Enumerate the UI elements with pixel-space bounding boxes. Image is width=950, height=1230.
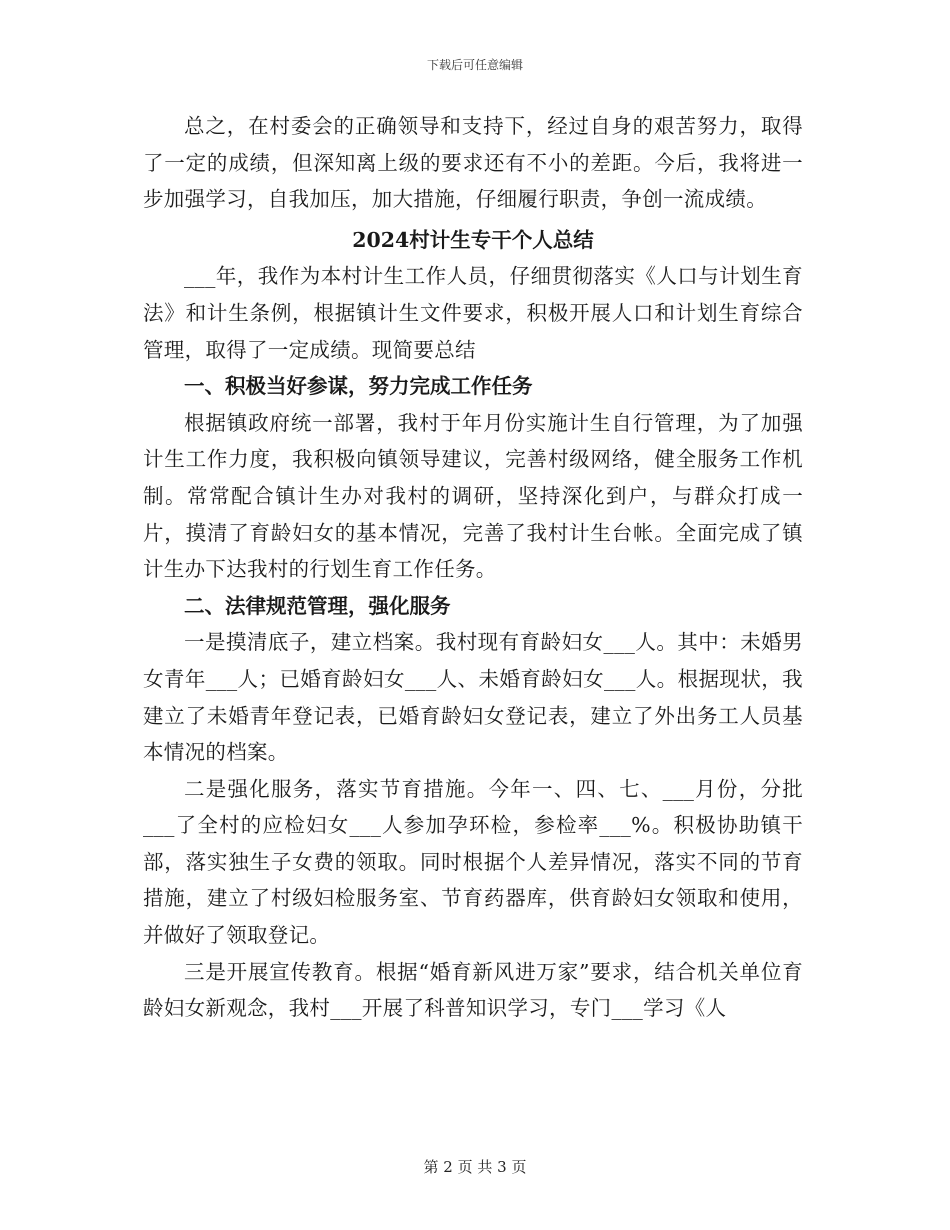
opening-paragraph: ___年，我作为本村计生工作人员，仔细贯彻落实《人口与计划生育法》和计生条例，根据镇计生文件要求，积极开展人口和计划生育综合管理，取得了一定成绩。现简要总结 [143, 264, 803, 362]
page-header: 下载后可任意编辑 [426, 58, 523, 72]
section-2-paragraph-2: 二是强化服务，落实节育措施。今年一、四、七、___月份，分批___了全村的应检妇女___人参加孕环检，参检率___%。积极协助镇干部，落实独生子女费的领取。同时根据个人差异情况，落实不同的节育措施，建立了村级妇检服务室、节育药器库，供育龄妇女领取和使用，并做好了领取登记。 [143, 776, 803, 948]
page-footer: 第 2 页 共 3 页 [423, 1158, 527, 1176]
section-2-paragraph-1: 一是摸清底子，建立档案。我村现有育龄妇女___人。其中：未婚男女青年___人；已婚育龄妇女___人、未婚育龄妇女___人。根据现状，我建立了未婚青年登记表，已婚育龄妇女登记表，建立了外出务工人员基本情况的档案。 [143, 630, 803, 765]
document-title: 2024村计生专干个人总结 [352, 227, 594, 252]
section-2-paragraph-3: 三是开展宣传教育。根据“婚育新风进万家”要求，结合机关单位育龄妇女新观念，我村___开展了科普知识学习，专门___学习《人 [143, 959, 803, 1021]
section-2-heading: 二、法律规范管理，强化服务 [184, 593, 451, 618]
document-body [143, 108, 803, 1027]
intro-paragraph: 总之，在村委会的正确领导和支持下，经过自身的艰苦努力，取得了一定的成绩，但深知离上级的要求还有不小的差距。今后，我将进一步加强学习，自我加压，加大措施，仔细履行职责，争创一流成绩。 [143, 114, 803, 212]
section-1-heading: 一、积极当好参谋，努力完成工作任务 [184, 374, 533, 399]
section-1-paragraph: 根据镇政府统一部署，我村于年月份实施计生自行管理，为了加强计生工作力度，我积极向镇领导建议，完善村级网络，健全服务工作机制。常常配合镇计生办对我村的调研，坚持深化到户，与群众打成一片，摸清了育龄妇女的基本情况，完善了我村计生台帐。全面完成了镇计生办下达我村的行划生育工作任务。 [143, 410, 803, 582]
